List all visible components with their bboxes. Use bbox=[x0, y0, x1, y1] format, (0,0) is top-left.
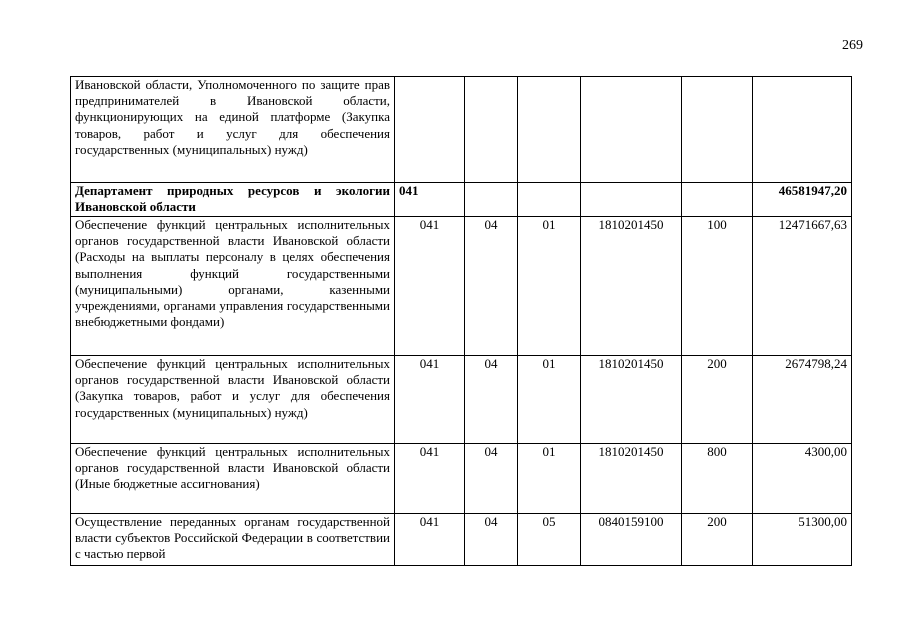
budget-table: Ивановской области, Уполномоченного по защите прав предпринимателей в Ивановской области, функционирующих на единой платформе (Закупка товаров, работ и услуг для обеспечения государственных (муниципальных) нужд) Департамент природных ресурсов и экологии Ивановской области 041 46581947,20 Обеспечение функций центральных исполнительных органов государственной власти Ивановской области (Расходы на выплаты персоналу в целях обеспечения выполнения функций государственными (муниципальными) органами, казенными учреждениями, органами управления государственными внебюджетными фондами) 041 04 01 1810201450 100 12471667,63 Обеспечение функций центральных исполнительных органов государственной власти Ивановской области (Закупка товаров, работ и услуг для обеспечения государственных (муниципальных) нужд) 041 04 01 1810201450 200 2674798,24 Обеспечение функций центральных исполнительных органов государственной власти Ивановской области (Иные бюджетные ассигнования) 041 04 01 1810201450 800 4300,00 Осуществление переданных органам государственной власти субъектов Российской Федерации в соответствии с частью первой 041 04 05 0840159100 200 51300,00 bbox=[70, 76, 852, 488]
cell-target-article: 1810201450 bbox=[581, 356, 682, 444]
table-row bbox=[71, 77, 852, 183]
row-description: Обеспечение функций центральных исполнительных органов государственной власти Ивановской области (Закупка товаров, работ и услуг для обеспечения государственных (муниципальных) нужд) bbox=[71, 356, 395, 444]
cell-target-article bbox=[581, 183, 682, 217]
cell-expense-type bbox=[682, 183, 753, 217]
cell-section: 04 bbox=[465, 356, 518, 444]
cell-amount bbox=[753, 77, 852, 183]
cell-section: 04 bbox=[465, 217, 518, 356]
row-description: Обеспечение функций центральных исполнительных органов государственной власти Ивановской области (Иные бюджетные ассигнования) bbox=[71, 444, 395, 489]
cell-amount: 2674798,24 bbox=[753, 356, 852, 444]
cell-amount: 4300,00 bbox=[753, 444, 852, 489]
page-number: 269 bbox=[842, 38, 863, 53]
cell-department-code: 041 bbox=[395, 444, 465, 489]
cell-subsection: 01 bbox=[518, 356, 581, 444]
cell-subsection: 01 bbox=[518, 217, 581, 356]
cell-expense-type bbox=[682, 77, 753, 183]
cell-target-article: 1810201450 bbox=[581, 217, 682, 356]
table-row bbox=[71, 217, 852, 356]
cell-subsection bbox=[518, 77, 581, 183]
row-description: Обеспечение функций центральных исполнительных органов государственной власти Ивановской области (Расходы на выплаты персоналу в целях обеспечения выполнения функций государственными (муниципальными) органами, казенными учреждениями, органами управления государственными внебюджетными фондами) bbox=[71, 217, 395, 356]
cell-target-article bbox=[581, 77, 682, 183]
cell-section bbox=[465, 183, 518, 217]
cell-subsection: 01 bbox=[518, 444, 581, 489]
cell-subsection bbox=[518, 183, 581, 217]
cell-department-code bbox=[395, 77, 465, 183]
cell-amount: 46581947,20 bbox=[753, 183, 852, 217]
cell-expense-type: 100 bbox=[682, 217, 753, 356]
row-description: Ивановской области, Уполномоченного по защите прав предпринимателей в Ивановской области, функционирующих на единой платформе (Закупка товаров, работ и услуг для обеспечения государственных (муниципальных) нужд) bbox=[71, 77, 395, 183]
cell-department-code: 041 bbox=[395, 356, 465, 444]
table-row bbox=[71, 183, 852, 217]
table-row bbox=[71, 444, 852, 489]
cell-amount: 12471667,63 bbox=[753, 217, 852, 356]
table-row bbox=[71, 356, 852, 444]
cell-section: 04 bbox=[465, 444, 518, 489]
cell-department-code: 041 bbox=[395, 217, 465, 356]
row-description: Департамент природных ресурсов и экологии Ивановской области bbox=[71, 183, 395, 217]
cell-target-article: 1810201450 bbox=[581, 444, 682, 489]
cell-expense-type: 200 bbox=[682, 356, 753, 444]
cell-section bbox=[465, 77, 518, 183]
cell-expense-type: 800 bbox=[682, 444, 753, 489]
cell-department-code: 041 bbox=[395, 183, 465, 217]
